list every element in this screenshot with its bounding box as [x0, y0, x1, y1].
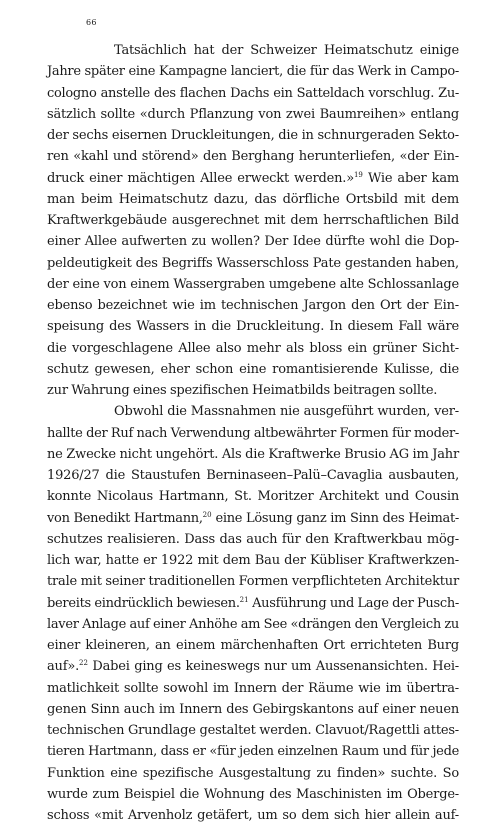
text-line-content: von Benedikt Hartmann,: [47, 510, 203, 526]
page-number: 66: [86, 18, 97, 27]
text-line: [47, 401, 459, 422]
text-line-content: Jahre später eine Kampagne lanciert, die für das Werk in Campo-: [47, 64, 459, 80]
text-line-content: man beim Heimatschutz dazu, das dörfliche Ortsbild mit dem: [47, 191, 459, 207]
footnote-marker: 19: [353, 170, 363, 179]
text-line-content: Tatsächlich hat der Schweizer Heimatschutz einige: [114, 43, 459, 58]
text-line-continuation: Ausführung und Lage der Pusch-: [248, 595, 459, 611]
text-line-content: der eine von einem Wassergraben umgebene alte Schlossanlage: [47, 276, 459, 292]
text-line-content: die vorgeschlagene Allee also mehr als bloss ein grüner Sicht-: [47, 340, 459, 356]
text-line-continuation: Wie aber kam: [362, 170, 459, 186]
text-line-content: sätzlich sollte «durch Pflanzung von zwei Baumreihen» entlang: [47, 106, 459, 122]
footnote-marker: 21: [239, 595, 249, 604]
text-line: [47, 423, 459, 444]
text-line: [47, 465, 459, 486]
text-line-content: genen Sinn auch im Innern des Gebirgskantons auf einer neuen: [47, 701, 459, 717]
text-line-content: schoss «mit Arvenholz getäfert, um so dem sich hier allein auf-: [47, 808, 459, 823]
text-line: [47, 699, 459, 720]
text-line-content: lich war, hatte er 1922 mit dem Bau der Kübliser Kraftwerkzen-: [47, 553, 459, 568]
text-line: [47, 805, 459, 826]
text-line: [47, 210, 459, 231]
text-line: [47, 593, 459, 614]
text-line-content: konnte Nicolaus Hartmann, St. Moritzer Architekt und Cousin: [47, 489, 459, 505]
text-line: [47, 444, 459, 465]
text-line-content: 1926/27 die Staustufen Berninaseen–Palü–Cavaglia ausbauten,: [47, 468, 459, 483]
text-line-content: technischen Grundlage gestaltet werden. Clavuot/Ragettli attes-: [47, 723, 459, 738]
text-line: [47, 656, 459, 677]
text-line-content: einer kleineren, an einem märchenhaften Ort errichteten Burg: [47, 638, 459, 653]
text-line: [47, 146, 459, 167]
text-line: [47, 104, 459, 125]
text-line-content: Obwohl die Massnahmen nie ausgeführt wurden, ver-: [114, 404, 459, 420]
text-line: [47, 253, 459, 274]
text-line-content: trale mit seiner traditionellen Formen verpflichteten Architektur: [47, 574, 459, 590]
text-line-content: auf».: [47, 659, 80, 675]
text-line: [47, 316, 459, 337]
text-line: [47, 784, 459, 805]
text-line: [47, 508, 459, 529]
text-line: [47, 486, 459, 507]
text-line: [47, 741, 459, 762]
text-line: [47, 61, 459, 82]
text-line-content: wurde zum Beispiel die Wohnung des Maschinisten im Oberge-: [47, 786, 459, 802]
text-line: [47, 635, 459, 656]
text-line-content: zur Wahrung eines spezifischen Heimatbilds beitragen sollte.: [47, 383, 438, 398]
text-line: [47, 763, 459, 784]
text-line-content: Kraftwerkgebäude ausgerechnet mit dem herrschaftlichen Bild: [47, 213, 459, 228]
text-line: [47, 550, 459, 571]
footnote-marker: 20: [202, 510, 212, 519]
text-line-content: matlichkeit sollte sowohl im Innern der Räume wie im übertra-: [47, 680, 459, 696]
text-line: [47, 359, 459, 380]
footnote-marker: 22: [79, 659, 88, 668]
text-line-content: tieren Hartmann, dass er «für jeden einzelnen Raum und für jede: [47, 744, 459, 760]
text-line-continuation: Dabei ging es keineswegs nur um Aussenansichten. Hei-: [87, 659, 459, 675]
text-line-content: hallte der Ruf nach Verwendung altbewährter Formen für moder-: [47, 425, 459, 441]
text-line: [47, 40, 459, 61]
text-line: [47, 125, 459, 146]
text-line: [47, 295, 459, 316]
text-line-continuation: eine Lösung ganz im Sinn des Heimat-: [211, 510, 459, 526]
text-line-content: laver Anlage auf einer Anhöhe am See «drängen den Vergleich zu: [47, 616, 459, 632]
text-line-content: der sechs eisernen Druckleitungen, die in schnurgeraden Sekto-: [47, 128, 459, 143]
text-line-content: schutzes realisieren. Dass das auch für den Kraftwerkbau mög-: [47, 531, 459, 547]
text-line-content: ebenso bezeichnet wie im technischen Jargon den Ort der Ein-: [47, 298, 459, 313]
text-line-content: druck einer mächtigen Allee erweckt werden.»: [47, 170, 354, 186]
text-line: [47, 338, 459, 359]
text-line-content: cologno anstelle des flachen Dachs ein Satteldach vorschlug. Zu-: [47, 85, 459, 101]
text-line: [47, 614, 459, 635]
text-line: [47, 83, 459, 104]
text-line-content: peldeutigkeit des Begriffs Wasserschloss Pate gestanden haben,: [47, 255, 459, 271]
body-text: [47, 40, 459, 826]
text-line-content: ne Zwecke nicht ungehört. Als die Kraftwerke Brusio AG im Jahr: [47, 446, 459, 462]
text-line: [47, 231, 459, 252]
text-line-content: Funktion eine spezifische Ausgestaltung zu finden» suchte. So: [47, 765, 459, 781]
text-line-content: bereits eindrücklich bewiesen.: [47, 595, 240, 611]
text-line: [47, 189, 459, 210]
text-line-content: speisung des Wassers in die Druckleitung. In diesem Fall wäre: [47, 319, 459, 335]
text-line-content: ren «kahl und störend» den Berghang herunterliefen, «der Ein-: [47, 149, 459, 165]
text-line: [47, 274, 459, 295]
text-line: [47, 380, 459, 401]
text-line-content: einer Allee aufwerten zu wollen? Der Idee dürfte wohl die Dop-: [47, 234, 459, 250]
text-line: [47, 529, 459, 550]
text-line: [47, 168, 459, 189]
text-line: [47, 720, 459, 741]
text-line: [47, 571, 459, 592]
text-line-content: schutz gewesen, eher schon eine romantisierende Kulisse, die: [47, 361, 459, 377]
text-line: [47, 678, 459, 699]
